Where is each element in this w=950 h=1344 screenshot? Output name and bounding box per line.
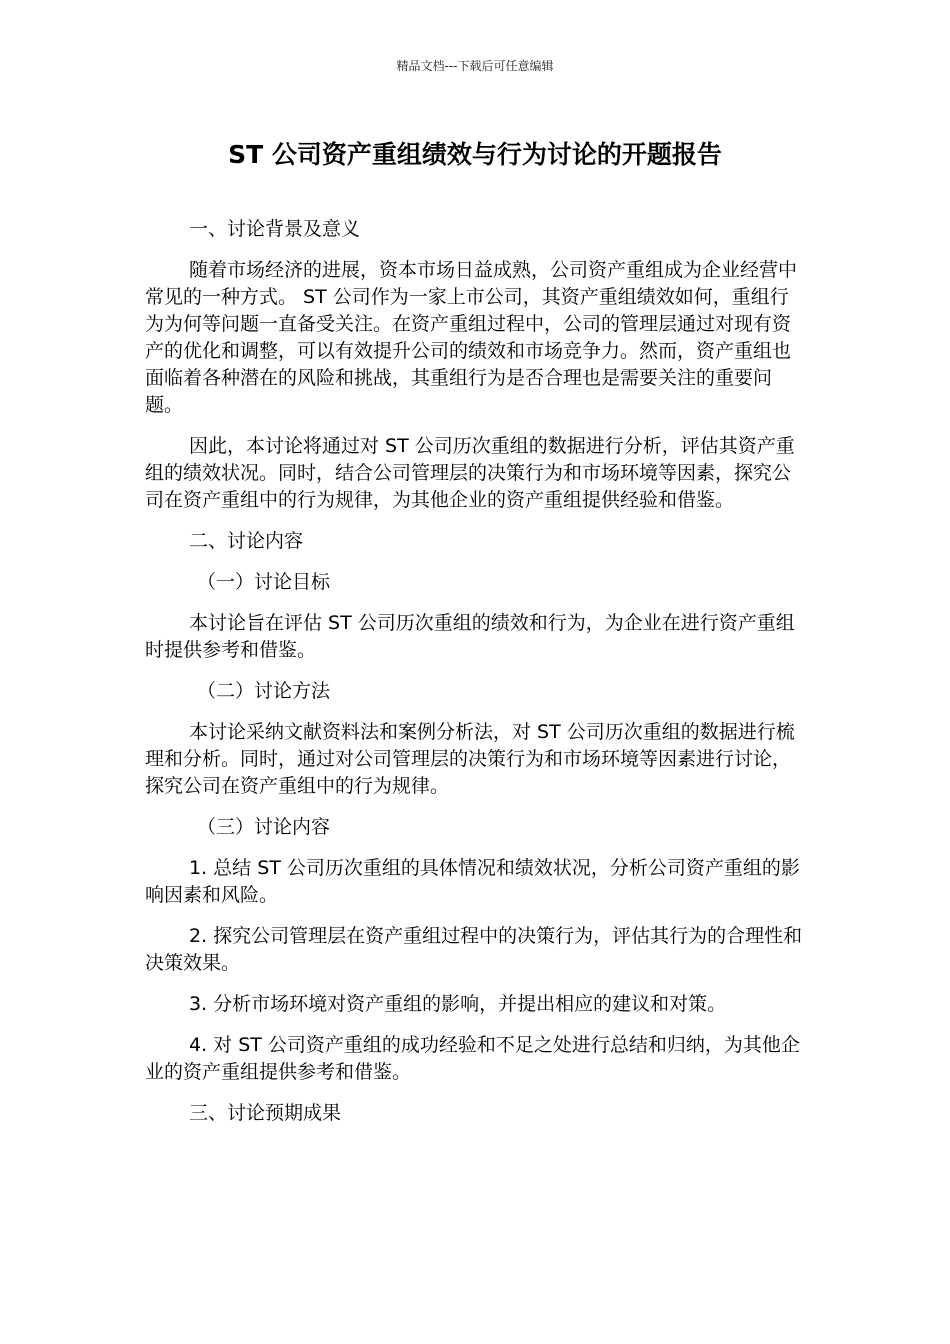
paragraph-background-1: 随着市场经济的进展，资本市场日益成熟，公司资产重组成为企业经营中常见的一种方式。 ST 公司作为一家上市公司，其资产重组绩效如何，重组行为为何等问题一直备受关注。在资产重组过程中，公司的管理层通过对现有资产的优化和调整，可以有效提升公司的绩效和市场竞争力。然而，资产重组也面临着各种潜在的风险和挑战，其重组行为是否合理也是需要关注的重要问题。: [145, 259, 798, 416]
paragraph-goal: 本讨论旨在评估 ST 公司历次重组的绩效和行为，为企业在进行资产重组时提供参考和借鉴。: [145, 612, 795, 661]
list-item: 4. 对 ST 公司资产重组的成功经验和不足之处进行总结和归纳，为其他企业的资产重组提供参考和借鉴。: [145, 1034, 800, 1083]
subsection-heading-content: （三）讨论内容: [197, 816, 331, 838]
list-item: 3. 分析市场环境对资产重组的影响，并提出相应的建议和对策。: [189, 993, 727, 1015]
subsection-heading-goal: （一）讨论目标: [197, 571, 331, 593]
header-note: 精品文档---下载后可任意编辑: [396, 59, 554, 73]
section-heading-expected-results: 三、讨论预期成果: [189, 1102, 342, 1124]
section-heading-content: 二、讨论内容: [189, 530, 304, 552]
paragraph-background-2: 因此，本讨论将通过对 ST 公司历次重组的数据进行分析，评估其资产重组的绩效状况。同时，结合公司管理层的决策行为和市场环境等因素，探究公司在资产重组中的行为规律，为其他企业的资产重组提供经验和借鉴。: [145, 435, 795, 511]
paragraph-method: 本讨论采纳文献资料法和案例分析法，对 ST 公司历次重组的数据进行梳理和分析。同时，通过对公司管理层的决策行为和市场环境等因素进行讨论，探究公司在资产重组中的行为规律。: [145, 721, 795, 797]
document-body: [145, 216, 807, 1141]
list-item: 1. 总结 ST 公司历次重组的具体情况和绩效状况，分析公司资产重组的影响因素和风险。: [145, 857, 800, 906]
subsection-heading-method: （二）讨论方法: [197, 680, 331, 702]
list-item: 2. 探究公司管理层在资产重组过程中的决策行为，评估其行为的合理性和决策效果。: [145, 925, 803, 974]
document-title: ST 公司资产重组绩效与行为讨论的开题报告: [228, 140, 722, 169]
section-heading-background: 一、讨论背景及意义: [189, 218, 361, 240]
